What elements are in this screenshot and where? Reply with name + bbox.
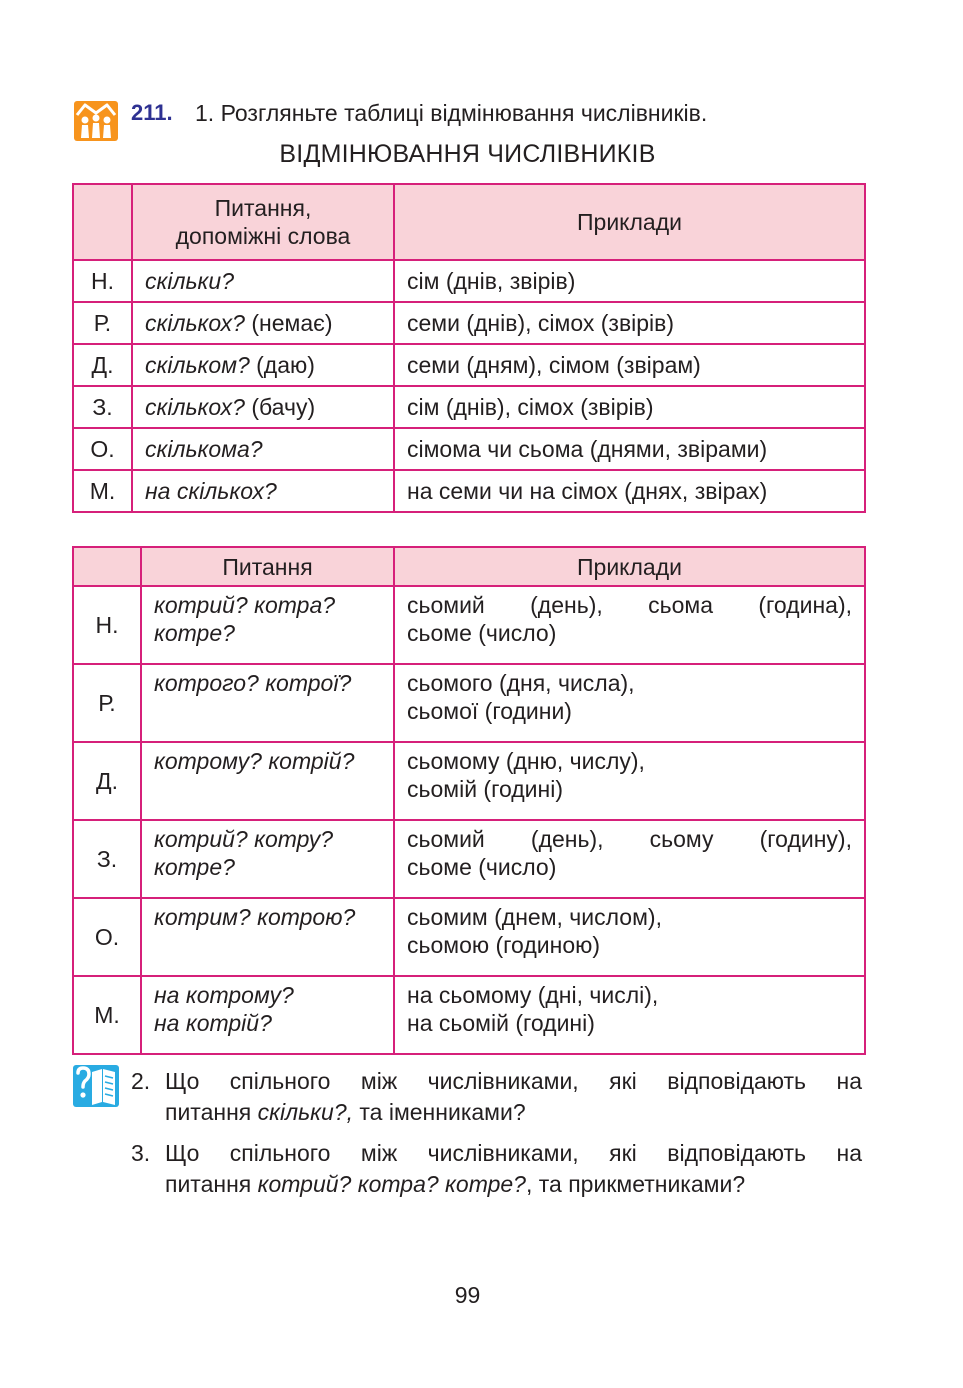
example-cell: сім (днів, звірів) — [394, 260, 865, 302]
question-word: скільки? — [145, 268, 234, 294]
case-label: О. — [73, 428, 132, 470]
question-line1: котрого? котрої? — [154, 670, 352, 696]
question-italic: котрий? котра? котре? — [257, 1171, 526, 1197]
question-cell — [141, 976, 394, 1054]
example-cell — [394, 586, 865, 664]
section-title: ВІДМІНЮВАННЯ ЧИСЛІВНИКІВ — [279, 140, 656, 168]
example-line1: на сьомому (дні, числі), — [407, 982, 659, 1008]
example-cell: на семи чи на сімох (днях, звірах) — [394, 470, 865, 512]
question-post: та іменниками? — [353, 1099, 526, 1125]
example-cell: сім (днів), сімох (звірів) — [394, 386, 865, 428]
question-cell — [141, 664, 394, 742]
example-cell: семи (дням), сімом (звірам) — [394, 344, 865, 386]
example-cell: семи (днів), сімох (звірів) — [394, 302, 865, 344]
question-line1: котрому? котрій? — [154, 748, 355, 774]
question-cell — [141, 742, 394, 820]
header-examples: Приклади — [394, 184, 865, 260]
example-line2: на сьомій (годині) — [407, 1010, 595, 1036]
header-case — [73, 547, 141, 586]
question-line1: Що спільного між числівниками, які відповідають на — [165, 1068, 862, 1094]
task-instruction: 1. Розгляньте таблиці відмінювання числівників. — [195, 100, 708, 126]
question-number: 2. — [131, 1068, 151, 1094]
case-label: Д. — [73, 344, 132, 386]
case-label: О. — [73, 898, 141, 976]
question-italic: скільки?, — [257, 1099, 353, 1125]
ordinal-numeral-table — [72, 546, 866, 1055]
case-label: З. — [73, 386, 132, 428]
table-row — [73, 470, 865, 512]
question-word: скількох? — [145, 394, 245, 420]
question-number: 3. — [131, 1140, 151, 1166]
example-cell — [394, 820, 865, 898]
question-line2: котре? — [154, 854, 235, 880]
case-label: Р. — [73, 302, 132, 344]
reading-group-icon — [73, 100, 119, 142]
aux-word: (даю) — [249, 352, 315, 378]
example-cell: сімома чи сьома (днями, звірами) — [394, 428, 865, 470]
question-cell — [132, 470, 394, 512]
case-label: Р. — [73, 664, 141, 742]
example-line1: сьомого (дня, числа), — [407, 670, 635, 696]
task-header — [73, 96, 873, 142]
header-question — [132, 184, 394, 260]
table-row — [73, 976, 865, 1054]
question-cell — [141, 586, 394, 664]
question-cell — [132, 302, 394, 344]
table-row — [73, 820, 865, 898]
header-case — [73, 184, 132, 260]
example-cell — [394, 742, 865, 820]
example-line2: сьомою (годиною) — [407, 932, 601, 958]
question-post: , та прикметниками? — [525, 1171, 746, 1197]
question-word: на скількох? — [145, 478, 277, 504]
aux-word: (бачу) — [244, 394, 316, 420]
case-label: Н. — [73, 586, 141, 664]
question-line1: на котрому? — [154, 982, 294, 1008]
question-line1: Що спільного між числівниками, які відповідають на — [165, 1140, 862, 1166]
table-row — [73, 428, 865, 470]
question-2 — [131, 1066, 862, 1128]
table-row — [73, 302, 865, 344]
example-line1: сьомий (день), сьому (годину), — [407, 826, 852, 852]
question-cell — [141, 898, 394, 976]
question-3 — [131, 1138, 862, 1200]
question-line2: на котрій? — [154, 1010, 272, 1036]
question-word: скільком? — [145, 352, 250, 378]
example-cell — [394, 664, 865, 742]
example-line1: сьомому (дню, числу), — [407, 748, 645, 774]
table-row — [73, 344, 865, 386]
question-line2: котре? — [154, 620, 235, 646]
question-line1: котрим? котрою? — [154, 904, 356, 930]
example-cell — [394, 898, 865, 976]
table-row — [73, 898, 865, 976]
case-label: Н. — [73, 260, 132, 302]
question-pre: питання — [165, 1171, 258, 1197]
question-cell — [141, 820, 394, 898]
table-row — [73, 260, 865, 302]
question-cell — [132, 428, 394, 470]
case-label: М. — [73, 470, 132, 512]
question-cell — [132, 344, 394, 386]
table-row — [73, 386, 865, 428]
question-word: скількома? — [145, 436, 263, 462]
example-line1: сьомим (днем, числом), — [407, 904, 662, 930]
header-examples: Приклади — [394, 547, 865, 586]
example-line1: сьомий (день), сьома (година), — [407, 592, 852, 618]
question-cell — [132, 260, 394, 302]
cardinal-numeral-table — [72, 183, 866, 513]
question-line1: котрий? котра? — [154, 592, 336, 618]
header-question-line2: допоміжні слова — [175, 223, 351, 249]
case-label: М. — [73, 976, 141, 1054]
question-word: скількох? — [145, 310, 245, 336]
question-pre: питання — [165, 1099, 258, 1125]
question-cell — [132, 386, 394, 428]
table-row — [73, 664, 865, 742]
table-header-row — [73, 184, 865, 260]
table-row — [73, 586, 865, 664]
case-label: З. — [73, 820, 141, 898]
header-question-line1: Питання, — [214, 195, 312, 221]
example-line2: сьомій (годині) — [407, 776, 564, 802]
example-cell — [394, 976, 865, 1054]
question-line1: котрий? котру? — [154, 826, 333, 852]
example-line2: сьоме (число) — [407, 854, 557, 880]
example-line2: сьоме (число) — [407, 620, 557, 646]
case-label: Д. — [73, 742, 141, 820]
page-number: 99 — [454, 1282, 481, 1308]
table-header-row — [73, 547, 865, 586]
example-line2: сьомої (години) — [407, 698, 572, 724]
table-row — [73, 742, 865, 820]
question-book-icon — [72, 1064, 120, 1108]
aux-word: (немає) — [244, 310, 333, 336]
header-question: Питання — [141, 547, 394, 586]
task-number: 211. — [131, 100, 173, 125]
